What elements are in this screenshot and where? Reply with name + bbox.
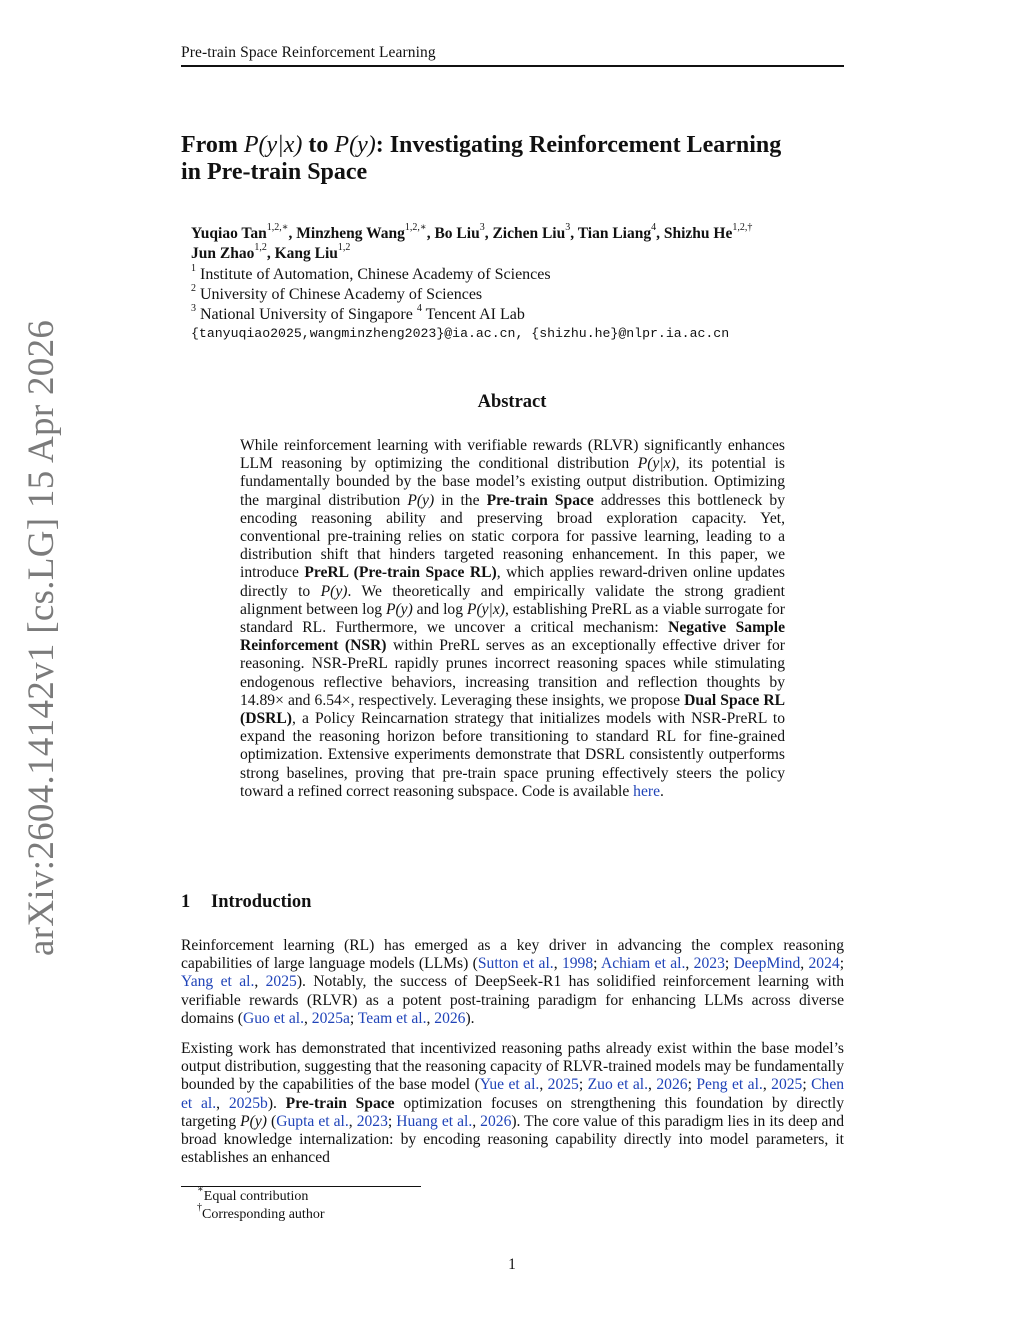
author-name: Jun Zhao	[191, 245, 255, 262]
title-line2: in Pre-train Space	[181, 159, 368, 185]
math-inline: P(y)	[320, 582, 348, 600]
title-mid: to	[302, 132, 335, 158]
citation-link[interactable]: 2025	[265, 973, 297, 991]
body-text: ,	[553, 955, 562, 973]
citation-link[interactable]: 2025	[547, 1076, 579, 1094]
title-math-conditional: P(y|x)	[243, 132, 303, 158]
affiliation-3	[191, 302, 525, 325]
affiliation-sup: 1	[191, 262, 196, 274]
citation-link[interactable]: 2025b	[228, 1094, 268, 1112]
footnote-mark: †	[197, 1202, 202, 1214]
citation-link[interactable]: Zuo et al.	[587, 1076, 649, 1094]
body-text: ,	[762, 1076, 772, 1094]
body-text: optimization focuses on strengthening this foundation by directly targeting	[181, 1094, 845, 1130]
author-affil-sup: 3	[479, 221, 485, 233]
math-inline: P(y|x)	[466, 600, 505, 618]
abstract-body	[240, 437, 785, 801]
affiliation-text: National University of Singapore	[200, 306, 413, 323]
abstract-text: . We theoretically and empirically validate the strong gradient alignment between log	[240, 582, 785, 618]
running-head: Pre-train Space Reinforcement Learning	[181, 44, 436, 61]
body-text: ;	[578, 1076, 588, 1094]
author-affil-sup: 4	[651, 221, 657, 233]
abstract-text: addresses this bottleneck by encoding reasoning ability and preserving broad exploration capacity. Yet, conventional pre-training relies on static corpora for passive learning, leading to a distribution shift that hinders targeted reasoning enhancement. In this paper, we introduce	[240, 491, 785, 582]
citation-link[interactable]: Gupta et al.	[276, 1112, 349, 1130]
math-inline: P(y)	[240, 1112, 267, 1130]
affiliation-sup: 4	[416, 302, 422, 314]
citation-link[interactable]: Achiam et al.	[600, 955, 686, 973]
abstract-text: While reinforcement learning with verifiable rewards (RLVR) significantly enhances LLM reasoning by optimizing the conditional distribution	[240, 437, 785, 473]
footnote-rule	[181, 1186, 421, 1187]
body-text: ,	[304, 1009, 312, 1027]
abstract-text: , its potential is fundamentally bounded by the base model’s existing output distribution. Optimizing the marginal distribution	[240, 455, 786, 509]
citation-link[interactable]: Yang et al.	[181, 973, 255, 991]
citation-link[interactable]: 1998	[561, 955, 594, 973]
citation-link[interactable]: Team et al.	[357, 1009, 427, 1027]
body-text: ). Notably, the success of DeepSeek-R1 has solidified reinforcement learning with verifiable rewards (RLVR) as a potent post-training paradigm for enhancing LLMs across diverse domains (	[181, 973, 845, 1027]
abstract-text: in the	[434, 491, 487, 509]
body-text: ,	[685, 955, 694, 973]
body-text: ,	[216, 1094, 229, 1112]
author-name: Zichen Liu	[492, 225, 566, 242]
body-text: Reinforcement learning (RL) has emerged as a key driver in advancing the complex reasoning capabilities of large language models (LLMs) (	[181, 937, 844, 973]
title-suffix: : Investigating Reinforcement Learning	[375, 132, 782, 158]
header-rule	[181, 65, 844, 67]
footnote-corresponding-author	[197, 1202, 325, 1223]
citation-link[interactable]: Chen et al.	[181, 1076, 845, 1112]
body-text: ;	[724, 955, 734, 973]
citation-link[interactable]: Peng et al.	[696, 1076, 763, 1094]
math-inline: P(y|x)	[637, 455, 676, 473]
arxiv-stamp: arXiv:2604.14142v1 [cs.LG] 15 Apr 2026	[21, 319, 62, 956]
affiliation-text: Tencent AI Lab	[425, 306, 525, 323]
abstract-heading: Abstract	[477, 392, 547, 412]
abstract-text: .	[660, 782, 664, 800]
citation-link[interactable]: 2025	[771, 1076, 803, 1094]
author-name: Bo Liu	[434, 225, 480, 242]
body-text: ,	[254, 973, 266, 991]
affiliation-text: University of Chinese Academy of Sciences	[200, 286, 483, 303]
body-text: ,	[539, 1076, 548, 1094]
body-text: ,	[800, 955, 809, 973]
section-title: Introduction	[211, 892, 312, 912]
affiliation-2	[191, 282, 483, 305]
body-text: (	[267, 1112, 277, 1130]
affiliation-1	[191, 262, 551, 285]
abstract-emphasis: Dual Space RL (DSRL)	[240, 691, 786, 728]
body-text: ).	[465, 1009, 475, 1027]
body-text: ;	[687, 1076, 697, 1094]
abstract-text: , a Policy Reincarnation strategy that initializes models with NSR-PreRL to expand the reasoning horizon before transitioning to standard RL for fine-grained optimization. Extensive experiments demonstrate that DSRL consistently outperforms strong baselines, proving that pre-train space pruning effectively steers the policy toward a refined correct reasoning subspace. Code is available	[240, 710, 785, 800]
title-math-marginal: P(y)	[334, 132, 376, 158]
citation-link[interactable]: 2024	[808, 955, 840, 973]
math-inline: P(y)	[407, 491, 435, 509]
author-affil-sup: 1,2,∗	[266, 221, 289, 233]
body-emphasis: Pre-train Space	[285, 1094, 395, 1112]
citation-link[interactable]: Sutton et al.	[477, 955, 554, 973]
abstract-emphasis: PreRL (Pre-train Space RL)	[304, 564, 497, 582]
citation-link[interactable]: 2023	[356, 1112, 388, 1130]
body-text: ).	[267, 1094, 286, 1112]
abstract-emphasis: Negative Sample Reinforcement (NSR)	[240, 619, 785, 655]
author-affil-sup: 1,2	[337, 241, 351, 253]
author-name: Shizhu He	[663, 225, 733, 242]
author-list: Yuqiao Tan$^{1,2,∗}$, Minzheng Wang$^{1,2,∗}$, Bo Liu$^3$, Zichen Liu$^3$, Tian Liang$^4$, Shizhu $He^{1,2,\dagger}$ Jun Zhao$^{1,2}$, Kang Liu$^{1,2}$	[191, 221, 753, 262]
author-affil-sup: 1,2,∗	[404, 221, 427, 233]
footnote-text: Corresponding author	[202, 1207, 325, 1222]
footnote-mark: ∗	[197, 1184, 204, 1196]
author-emails[interactable]: {tanyuqiao2025,wangminzheng2023}@ia.ac.cn, {shizhu.he}@nlpr.ia.ac.cn	[191, 326, 730, 341]
body-text: ;	[593, 955, 601, 973]
citation-link[interactable]: 2023	[693, 955, 725, 973]
code-link[interactable]: here	[633, 782, 660, 800]
intro-paragraph-2	[181, 1040, 844, 1167]
section-number: 1	[181, 892, 191, 912]
author-name: Yuqiao Tan	[191, 225, 267, 242]
author-affil-sup: 3	[565, 221, 571, 233]
affiliation-sup: 2	[191, 282, 196, 294]
citation-link[interactable]: DeepMind	[733, 955, 801, 973]
abstract-text: within PreRL serves as an exceptionally effective driver for reasoning. NSR-PreRL rapidly prunes incorrect reasoning spaces while stimulating endogenous reflective behaviors, increasing transition and reflection thoughts by 14.89× and 6.54×, respectively. Leveraging these insights, we propose	[240, 637, 785, 709]
body-text: ;	[349, 1009, 358, 1027]
footnote-equal-contribution	[197, 1184, 309, 1205]
citation-link[interactable]: 2025a	[311, 1009, 350, 1027]
math-inline: P(y)	[385, 600, 413, 618]
citation-link[interactable]: Guo et al.	[242, 1009, 304, 1027]
author-name: Tian Liang	[577, 225, 652, 242]
body-text: ,	[426, 1009, 435, 1027]
affiliation-text: Institute of Automation, Chinese Academy of Sciences	[200, 266, 551, 283]
body-text: ,	[648, 1076, 657, 1094]
author-name: Kang Liu	[274, 245, 338, 262]
page-number: 1	[508, 1256, 516, 1273]
citation-link[interactable]: 2026	[656, 1076, 688, 1094]
citation-link[interactable]: 2026	[434, 1009, 466, 1027]
citation-link[interactable]: Huang et al.	[396, 1112, 473, 1130]
abstract-text: , which applies reward-driven online updates directly to	[240, 564, 785, 600]
body-text: ;	[802, 1076, 812, 1094]
body-text: ;	[839, 955, 845, 973]
intro-paragraph-1	[181, 937, 844, 1028]
abstract-emphasis: Pre-train Space	[486, 491, 594, 509]
abstract-text: and log	[412, 600, 467, 618]
citation-link[interactable]: 2026	[480, 1112, 512, 1130]
author-affil-sup: 1,2,†	[732, 221, 753, 233]
citation-link[interactable]: Yue et al.	[479, 1076, 540, 1094]
footnote-text: Equal contribution	[203, 1189, 309, 1204]
abstract-text: , establishing PreRL as a viable surrogate for standard RL. Furthermore, we uncover a critical mechanism:	[240, 600, 786, 637]
paper-title	[181, 132, 861, 186]
body-text: ,	[472, 1112, 481, 1130]
author-name: Minzheng Wang	[296, 225, 405, 242]
body-text: Existing work has demonstrated that incentivized reasoning paths already exist within the base model’s output distribution, suggesting that the reasoning capacity of RLVR-trained models may be fundamentally bounded by the capabilities of the base model (	[181, 1040, 844, 1094]
affiliation-sup: 3	[191, 302, 196, 314]
body-text: ,	[348, 1112, 357, 1130]
body-text: ;	[387, 1112, 397, 1130]
author-affil-sup: 1,2	[254, 241, 267, 253]
body-text: ). The core value of this paradigm lies in its deep and broad knowledge internalization: by encoding reasoning capability directly into model parameters, it establishes an enhanced	[181, 1112, 845, 1167]
title-prefix: From	[181, 132, 244, 158]
